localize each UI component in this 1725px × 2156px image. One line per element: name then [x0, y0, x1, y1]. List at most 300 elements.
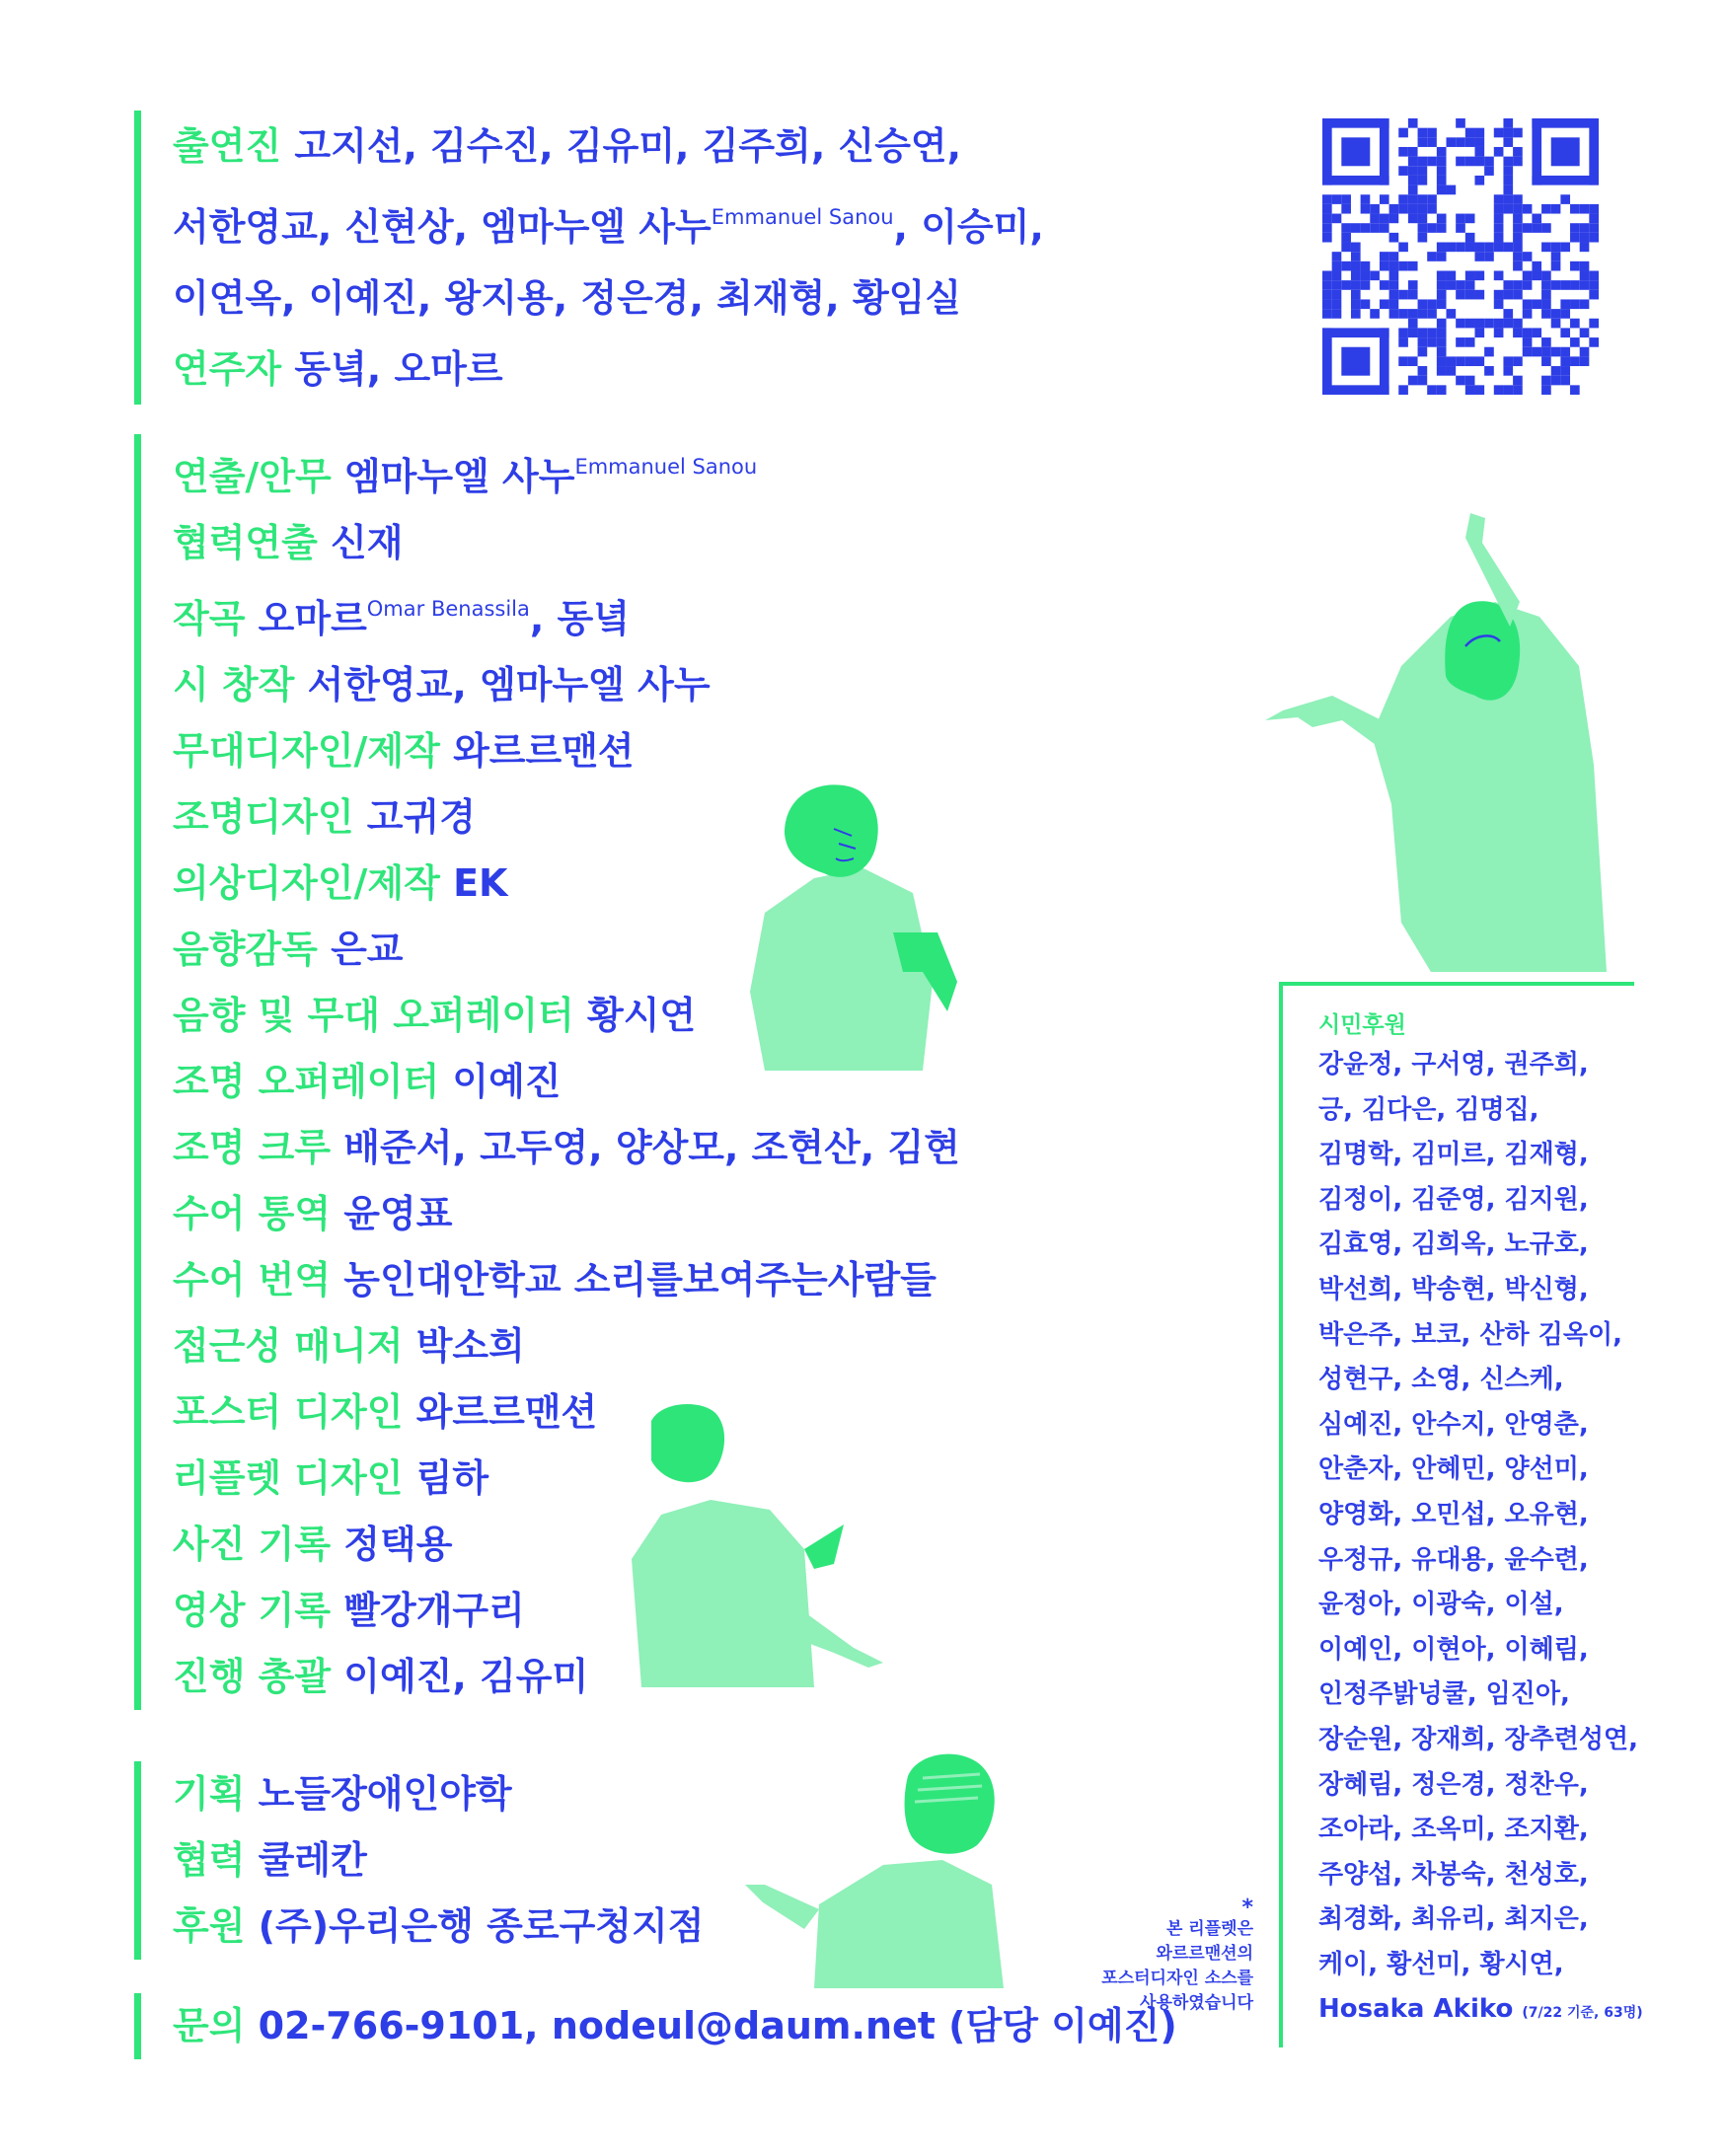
qr-module — [1427, 328, 1437, 337]
musician-label: 연주자 — [173, 347, 282, 391]
donor-line: 긍, 김다은, 김명집, — [1318, 1094, 1539, 1125]
qr-module — [1474, 252, 1484, 261]
qr-module — [1389, 233, 1399, 243]
qr-module — [1474, 356, 1484, 366]
credit-line — [173, 1181, 960, 1247]
qr-module — [1418, 137, 1428, 147]
donor-line: 조아라, 조옥미, 조지환, — [1318, 1815, 1589, 1845]
qr-module — [1437, 176, 1447, 186]
qr-module — [1341, 223, 1351, 233]
dancer-figure-turned — [632, 1401, 888, 1697]
qr-module — [1427, 128, 1437, 138]
qr-module — [1513, 261, 1523, 271]
qr-module — [1408, 176, 1418, 186]
qr-module — [1389, 280, 1399, 290]
qr-module — [1494, 385, 1504, 395]
qr-module — [1503, 176, 1513, 186]
qr-module — [1361, 270, 1371, 280]
qr-module — [1437, 337, 1447, 347]
qr-module — [1532, 214, 1541, 224]
qr-module — [1322, 290, 1332, 300]
credit-role: 협력연출 — [173, 521, 318, 564]
qr-module — [1560, 280, 1570, 290]
organization-role: 협력 — [173, 1838, 246, 1882]
qr-module — [1570, 223, 1580, 233]
qr-code-icon[interactable] — [1322, 118, 1599, 395]
donor-last-line — [1318, 1987, 1643, 2037]
credit-line — [173, 652, 960, 718]
qr-module — [1437, 319, 1447, 329]
qr-module — [1437, 147, 1447, 157]
contact-value: 02-766-9101, nodeul@daum.net (담당 이예진) — [258, 2004, 1177, 2047]
qr-module — [1408, 328, 1418, 337]
credit-role: 작곡 — [173, 597, 246, 640]
credit-value: 오마르 — [258, 597, 367, 640]
qr-module — [1427, 137, 1437, 147]
qr-module — [1418, 366, 1428, 376]
qr-module — [1503, 194, 1513, 204]
qr-module — [1580, 223, 1590, 233]
qr-module — [1380, 328, 1389, 395]
qr-module — [1589, 319, 1599, 329]
qr-module — [1380, 280, 1389, 290]
qr-module — [1513, 214, 1523, 224]
credit-value: 고귀경 — [366, 795, 476, 839]
qr-module — [1398, 356, 1408, 366]
qr-module — [1589, 280, 1599, 290]
qr-module — [1341, 347, 1370, 376]
credit-role: 시 창작 — [173, 663, 295, 706]
qr-module — [1570, 280, 1580, 290]
credit-role: 의상디자인/제작 — [173, 861, 440, 905]
note-line: 와르르맨션의 — [1156, 1944, 1253, 1964]
qr-module — [1418, 299, 1428, 309]
credit-role: 접근성 매니저 — [173, 1324, 404, 1368]
donor-count-note: (7/22 기준, 63명) — [1522, 2005, 1643, 2022]
credit-english-name: Omar Benassila — [366, 597, 530, 621]
qr-module — [1418, 376, 1428, 386]
qr-module — [1398, 243, 1408, 253]
qr-module — [1380, 252, 1389, 261]
qr-module — [1437, 252, 1447, 261]
donor-line: 강윤정, 구서영, 권주희, — [1318, 1050, 1589, 1079]
qr-module — [1503, 309, 1513, 319]
qr-module — [1541, 356, 1551, 366]
qr-module — [1322, 280, 1332, 290]
qr-module — [1351, 252, 1361, 261]
credit-value: 이예진 — [452, 1060, 562, 1103]
qr-module — [1437, 385, 1447, 395]
qr-module — [1551, 252, 1561, 261]
qr-module — [1398, 128, 1408, 138]
credit-value: 서한영교, 엠마누엘 사누 — [307, 663, 711, 706]
qr-module — [1503, 243, 1513, 253]
qr-module — [1465, 157, 1475, 167]
qr-module — [1494, 214, 1504, 224]
qr-module — [1437, 299, 1447, 309]
qr-module — [1541, 290, 1551, 300]
donor-box — [1279, 982, 1643, 2047]
qr-module — [1570, 261, 1580, 271]
qr-module — [1389, 299, 1399, 309]
qr-module — [1560, 356, 1570, 366]
qr-module — [1580, 204, 1590, 214]
qr-module — [1380, 261, 1389, 271]
qr-module — [1351, 243, 1361, 253]
qr-module — [1437, 166, 1447, 176]
qr-module — [1589, 223, 1599, 233]
qr-module — [1418, 233, 1428, 243]
qr-module — [1418, 223, 1428, 233]
qr-module — [1474, 270, 1484, 280]
qr-module — [1570, 204, 1580, 214]
organization-value: 쿨레칸 — [258, 1838, 367, 1882]
qr-module — [1456, 356, 1465, 366]
qr-module — [1503, 157, 1513, 167]
qr-module — [1408, 261, 1418, 271]
qr-module — [1503, 356, 1513, 366]
organization-value: (주)우리은행 종로구청지점 — [258, 1904, 705, 1948]
qr-module — [1503, 366, 1513, 376]
credit-role: 조명 크루 — [173, 1126, 332, 1169]
qr-module — [1484, 243, 1494, 253]
qr-module — [1361, 204, 1371, 214]
qr-module — [1341, 194, 1351, 204]
qr-module — [1589, 118, 1599, 186]
qr-module — [1551, 261, 1561, 271]
qr-module — [1560, 309, 1570, 319]
qr-module — [1513, 157, 1523, 167]
qr-module — [1456, 337, 1465, 347]
qr-module — [1456, 214, 1465, 224]
qr-module — [1503, 385, 1513, 395]
qr-module — [1351, 223, 1361, 233]
note-line: 포스터디자인 소스를 — [1101, 1969, 1253, 1988]
credit-value: 림하 — [415, 1456, 489, 1500]
qr-module — [1580, 261, 1590, 271]
qr-module — [1494, 270, 1504, 280]
qr-module — [1570, 337, 1580, 347]
qr-module — [1570, 385, 1580, 395]
qr-module — [1437, 214, 1447, 224]
qr-module — [1589, 204, 1599, 214]
qr-module — [1341, 233, 1351, 243]
credit-role: 무대디자인/제작 — [173, 729, 440, 773]
qr-module — [1361, 299, 1371, 309]
qr-module — [1427, 252, 1437, 261]
qr-module — [1389, 204, 1399, 214]
donor-line: 최경화, 최유리, 최지은, — [1318, 1904, 1589, 1935]
qr-module — [1437, 356, 1447, 366]
qr-module — [1503, 137, 1513, 147]
qr-module — [1380, 223, 1389, 233]
qr-module — [1408, 118, 1418, 128]
qr-module — [1551, 137, 1580, 166]
cast-section — [134, 111, 1044, 405]
qr-module — [1341, 261, 1351, 271]
cast-names: 고지선, 김수진, 김유미, 김주희, 신승연, — [294, 124, 962, 168]
qr-module — [1322, 118, 1332, 186]
qr-module — [1465, 319, 1475, 329]
qr-module — [1351, 309, 1361, 319]
qr-module — [1523, 223, 1533, 233]
qr-module — [1332, 194, 1342, 204]
qr-module — [1332, 214, 1342, 224]
qr-module — [1513, 385, 1523, 395]
qr-module — [1322, 223, 1332, 233]
qr-module — [1541, 385, 1551, 395]
donor-line: 이예인, 이현아, 이혜림, — [1318, 1634, 1589, 1665]
qr-module — [1465, 137, 1475, 147]
qr-module — [1418, 214, 1428, 224]
qr-module — [1398, 166, 1408, 176]
organization-line — [173, 1894, 704, 1960]
credit-line — [173, 1247, 960, 1313]
qr-module — [1580, 270, 1590, 280]
organization-section — [134, 1761, 704, 1960]
dancer-figure-pointing — [745, 1747, 1012, 1988]
qr-module — [1408, 309, 1418, 319]
qr-module — [1570, 299, 1580, 309]
qr-module — [1361, 261, 1371, 271]
qr-module — [1380, 118, 1389, 186]
dancer-figure-bowing — [745, 775, 982, 1080]
design-source-note — [1026, 1896, 1253, 2016]
qr-module — [1474, 328, 1484, 337]
qr-module — [1447, 137, 1457, 147]
qr-module — [1513, 233, 1523, 243]
qr-module — [1532, 261, 1541, 271]
credit-value: 농인대안학교 소리를보여주는사람들 — [343, 1258, 937, 1301]
qr-module — [1332, 280, 1342, 290]
qr-module — [1341, 280, 1351, 290]
credit-value: 배준서, 고두영, 양상모, 조현산, 김현 — [343, 1126, 960, 1169]
qr-module — [1532, 118, 1599, 128]
qr-module — [1332, 261, 1342, 271]
organization-role: 후원 — [173, 1904, 246, 1948]
credit-role: 사진 기록 — [173, 1523, 332, 1566]
qr-module — [1503, 186, 1513, 195]
qr-module — [1370, 309, 1380, 319]
cast-line — [173, 262, 1044, 334]
qr-module — [1427, 309, 1437, 319]
qr-module — [1503, 204, 1513, 214]
qr-module — [1513, 194, 1523, 204]
qr-module — [1408, 376, 1418, 386]
qr-module — [1389, 290, 1399, 300]
credit-role: 수어 통역 — [173, 1192, 332, 1235]
qr-module — [1370, 214, 1380, 224]
qr-module — [1456, 137, 1465, 147]
qr-module — [1494, 290, 1504, 300]
qr-module — [1503, 166, 1513, 176]
qr-module — [1541, 309, 1551, 319]
qr-module — [1589, 337, 1599, 347]
qr-module — [1408, 290, 1418, 300]
qr-module — [1408, 186, 1418, 195]
qr-module — [1418, 128, 1428, 138]
qr-module — [1494, 233, 1504, 243]
qr-module — [1494, 204, 1504, 214]
qr-module — [1541, 376, 1551, 386]
qr-module — [1503, 128, 1513, 138]
credit-role: 조명 오퍼레이터 — [173, 1060, 440, 1103]
qr-module — [1551, 243, 1561, 253]
qr-module — [1560, 366, 1570, 376]
qr-module — [1580, 356, 1590, 366]
credit-role: 조명디자인 — [173, 795, 354, 839]
qr-module — [1560, 347, 1570, 357]
qr-module — [1370, 270, 1380, 280]
qr-module — [1474, 128, 1484, 138]
donor-line: 성현구, 소영, 신스케, — [1318, 1365, 1564, 1395]
qr-module — [1513, 290, 1523, 300]
credit-role: 연출/안무 — [173, 455, 332, 498]
credit-line — [173, 1313, 960, 1379]
qr-module — [1523, 252, 1533, 261]
qr-module — [1465, 214, 1475, 224]
qr-module — [1408, 214, 1418, 224]
qr-module — [1447, 356, 1457, 366]
qr-module — [1398, 290, 1408, 300]
donor-line: 양영화, 오민섭, 오유현, — [1318, 1499, 1589, 1529]
cast-names: 이연옥, 이예진, 왕지용, 정은경, 최재형, 황임실 — [173, 276, 962, 320]
qr-module — [1513, 280, 1523, 290]
qr-module — [1474, 137, 1484, 147]
qr-module — [1580, 299, 1590, 309]
qr-module — [1418, 204, 1428, 214]
qr-module — [1474, 147, 1484, 157]
donor-name: Hosaka Akiko — [1318, 1994, 1514, 2025]
donor-line: 김명학, 김미르, 김재형, — [1318, 1140, 1589, 1170]
credit-role: 영상 기록 — [173, 1589, 332, 1632]
cast-names: , 이승미, — [893, 205, 1044, 249]
qr-module — [1389, 214, 1399, 224]
qr-module — [1427, 157, 1437, 167]
qr-module — [1465, 337, 1475, 347]
qr-module — [1513, 243, 1523, 253]
qr-module — [1389, 309, 1399, 319]
organization-role: 기획 — [173, 1772, 246, 1816]
qr-module — [1351, 299, 1361, 309]
qr-module — [1474, 290, 1484, 300]
credit-role: 리플렛 디자인 — [173, 1456, 404, 1500]
qr-module — [1541, 223, 1551, 233]
credit-value: 이예진, 김유미 — [343, 1655, 589, 1698]
donor-line: 안춘자, 안혜민, 양선미, — [1318, 1454, 1589, 1485]
qr-module — [1523, 204, 1533, 214]
qr-module — [1408, 194, 1418, 204]
credit-role: 포스터 디자인 — [173, 1390, 404, 1434]
qr-module — [1513, 223, 1523, 233]
qr-module — [1541, 280, 1551, 290]
cast-name-english: Emmanuel Sanou — [711, 205, 894, 229]
note-line: 사용하였습니다 — [1140, 1993, 1253, 2013]
qr-module — [1560, 243, 1570, 253]
qr-module — [1389, 252, 1399, 261]
qr-module — [1523, 299, 1533, 309]
qr-module — [1322, 299, 1332, 309]
qr-module — [1465, 270, 1475, 280]
qr-module — [1560, 299, 1570, 309]
qr-module — [1418, 347, 1428, 357]
dancer-figure-raised-arm — [1253, 508, 1628, 982]
qr-module — [1380, 214, 1389, 224]
cast-line — [173, 111, 1044, 182]
qr-module — [1494, 223, 1504, 233]
qr-module — [1465, 356, 1475, 366]
credit-value: 빨강개구리 — [343, 1589, 525, 1632]
credit-role: 음향감독 — [173, 928, 318, 971]
qr-module — [1437, 186, 1447, 195]
qr-module — [1580, 233, 1590, 243]
qr-module — [1447, 309, 1457, 319]
qr-module — [1418, 157, 1428, 167]
qr-module — [1437, 223, 1447, 233]
qr-module — [1513, 328, 1523, 337]
qr-module — [1551, 280, 1561, 290]
credit-value: 엠마누엘 사누 — [343, 455, 575, 498]
qr-module — [1589, 214, 1599, 224]
qr-module — [1341, 204, 1351, 214]
credit-value: 와르르맨션 — [415, 1390, 598, 1434]
donor-line: 장순원, 장재희, 장추련성연, — [1318, 1724, 1639, 1754]
qr-module — [1541, 243, 1551, 253]
qr-module — [1580, 243, 1590, 253]
qr-module — [1389, 270, 1399, 280]
qr-module — [1589, 233, 1599, 243]
donor-line: 윤정아, 이광숙, 이설, — [1318, 1590, 1564, 1620]
qr-module — [1589, 290, 1599, 300]
donor-line: 주양섭, 차봉숙, 천성호, — [1318, 1859, 1589, 1890]
credit-line — [173, 576, 960, 652]
qr-module — [1513, 356, 1523, 366]
qr-module — [1437, 270, 1447, 280]
credit-value: 은교 — [331, 928, 404, 971]
note-line: 본 리플렛은 — [1165, 1919, 1253, 1939]
qr-module — [1551, 309, 1561, 319]
qr-module — [1408, 204, 1418, 214]
qr-module — [1322, 270, 1332, 280]
qr-module — [1532, 299, 1541, 309]
qr-module — [1398, 204, 1408, 214]
donor-line: 장혜림, 정은경, 정찬우, — [1318, 1769, 1589, 1800]
qr-module — [1398, 337, 1408, 347]
cast-names: 서한영교, 신현상, 엠마누엘 사누 — [173, 205, 712, 249]
qr-module — [1389, 261, 1399, 271]
qr-module — [1456, 157, 1465, 167]
qr-module — [1580, 280, 1590, 290]
qr-module — [1551, 366, 1561, 376]
qr-module — [1484, 319, 1494, 329]
qr-module — [1465, 280, 1475, 290]
donor-line: 케이, 황선미, 황시연, — [1318, 1949, 1564, 1979]
qr-module — [1408, 280, 1418, 290]
qr-module — [1551, 204, 1561, 214]
qr-module — [1427, 194, 1437, 204]
qr-module — [1427, 204, 1437, 214]
qr-module — [1398, 147, 1408, 157]
donor-list — [1318, 1043, 1639, 1987]
qr-module — [1494, 319, 1504, 329]
qr-module — [1398, 261, 1408, 271]
credit-role: 수어 번역 — [173, 1258, 332, 1301]
credit-value: 와르르맨션 — [453, 729, 635, 773]
qr-module — [1322, 214, 1332, 224]
qr-module — [1322, 194, 1332, 204]
qr-module — [1332, 290, 1342, 300]
qr-module — [1494, 243, 1504, 253]
